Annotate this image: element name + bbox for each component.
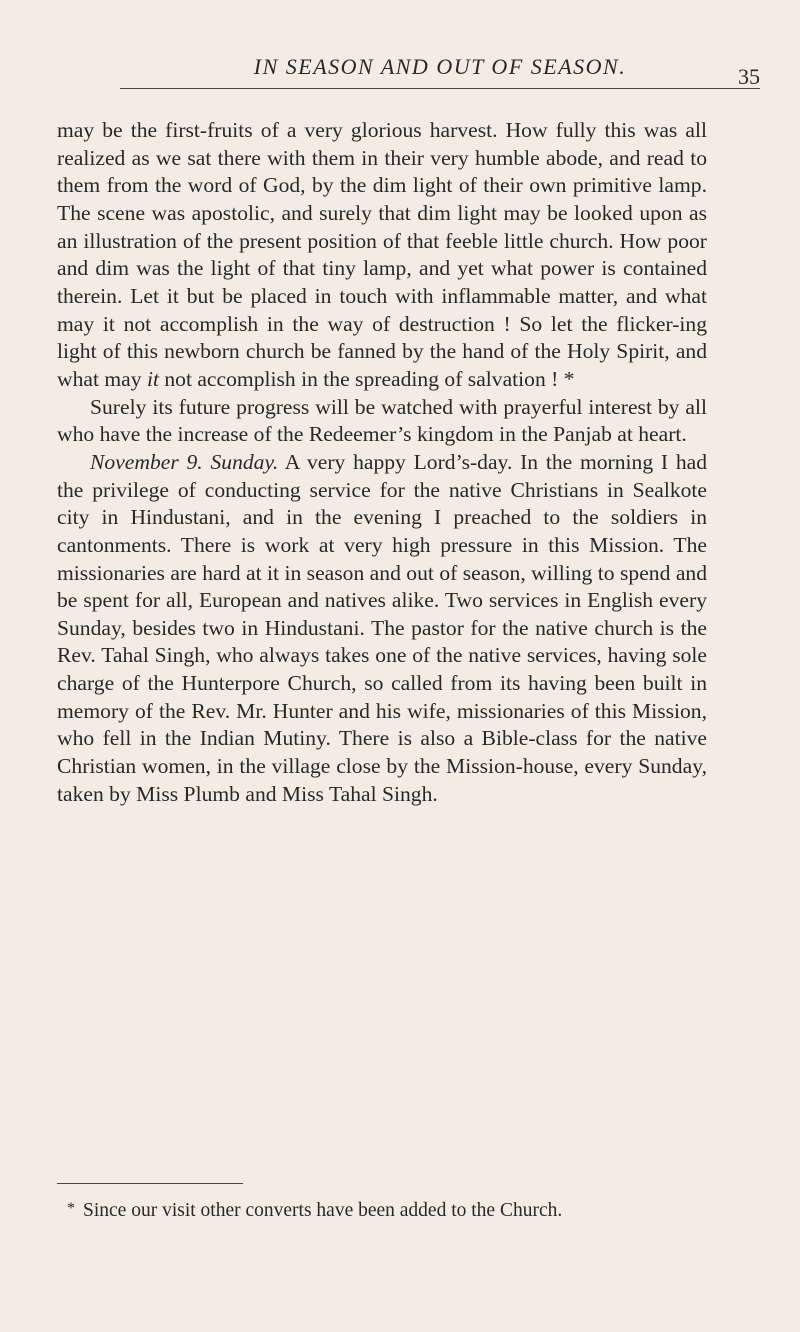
paragraph-1 — [57, 117, 707, 394]
running-head — [120, 52, 760, 89]
paragraph-2: Surely its future progress will be watched with prayerful interest by all who have the increase of the Redeemer’s kingdom in the Panjab at heart. — [57, 394, 707, 447]
page-number: 35 — [738, 64, 760, 89]
body-text — [57, 117, 707, 808]
paragraph-3-text: A very happy Lord’s-day. In the morning I had the privilege of conducting service for the native Christians in Sealkote city in Hindustani, and in the evening I preached to the soldiers in cantonments. There is work at very high pressure in this Mission. The missionaries are hard at it in season and out of season, willing to spend and be spent for all, European and natives alike. Two services in English every Sunday, besides two in Hindustani. The pastor for the native church is the Rev. Tahal Singh, who always takes one of the native services, having sole charge of the Hunterpore Church, so called from its having been built in memory of the Rev. Mr. Hunter and his wife, missionaries of this Mission, who fell in the Indian Mutiny. There is also a Bible-class for the native Christian women, in the village close by the Mission-house, every Sunday, taken by Miss Plumb and Miss Tahal Singh. — [57, 449, 708, 806]
paragraph-3 — [57, 449, 707, 809]
paragraph-1-text-b: not accomplish in the spreading of salvation ! * — [158, 366, 575, 391]
paragraph-1-text-a: may be the first-fruits of a very glorious harvest. How fully this was all realized as we sat there with them in their very humble abode, and read to them from the word of God, by the dim light of their own primitive lamp. The scene was apostolic, and surely that dim light may be looked upon as an illustration of the present position of that feeble little church. How poor and dim was the light of that tiny lamp, and yet what power is contained therein. Let it but be placed in touch with inflammable matter, and what may it not accomplish in the way of destruction ! So let the flicker-ing light of this newborn church be fanned by the hand of the Holy Spirit, and what may — [57, 118, 707, 391]
running-title: IN SEASON AND OUT OF SEASON. — [253, 54, 627, 79]
footnote — [57, 1196, 717, 1224]
paragraph-1-emphasis: it — [146, 366, 159, 391]
footnote-rule — [57, 1183, 243, 1184]
entry-date: November 9. — [90, 449, 203, 474]
footnote-mark: * — [67, 1200, 75, 1217]
entry-day: Sunday. — [210, 449, 279, 474]
footnote-text: Since our visit other converts have been added to the Church. — [83, 1200, 563, 1221]
